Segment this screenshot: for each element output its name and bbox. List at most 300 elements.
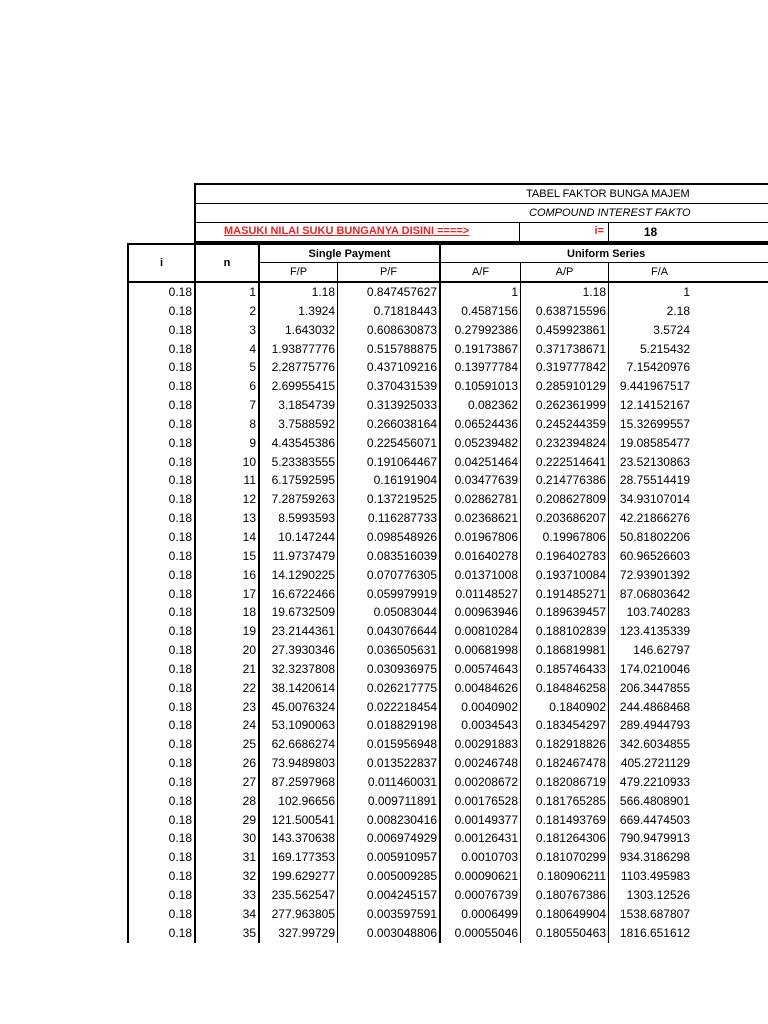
table-row: [127, 811, 768, 830]
cell-fp[interactable]: 1.93877776: [258, 340, 337, 359]
cell-fa[interactable]: 1: [608, 283, 692, 302]
cell-af[interactable]: 0.4587156: [439, 302, 520, 321]
cell-fp[interactable]: 23.2144361: [258, 622, 337, 641]
rate-label: i=: [594, 225, 604, 237]
cell-i[interactable]: 0.18: [127, 641, 194, 660]
cell-ap[interactable]: 0.184846258: [520, 679, 608, 698]
cell-fa[interactable]: 34.93107014: [608, 490, 692, 509]
cell-af[interactable]: 0.0010703: [439, 848, 520, 867]
cell-ap[interactable]: 0.193710084: [520, 566, 608, 585]
cell-i[interactable]: 0.18: [127, 547, 194, 566]
sub-header-fa-label: F/A: [651, 266, 669, 278]
cell-fp[interactable]: 327.99729: [258, 924, 337, 943]
cell-pf[interactable]: 0.71818443: [337, 302, 439, 321]
cell-fp[interactable]: 169.177353: [258, 848, 337, 867]
cell-i[interactable]: 0.18: [127, 811, 194, 830]
cell-fp[interactable]: 2.69955415: [258, 377, 337, 396]
cell-fp[interactable]: 143.370638: [258, 829, 337, 848]
cell-af[interactable]: 0.03477639: [439, 471, 520, 490]
cell-ap[interactable]: 0.188102839: [520, 622, 608, 641]
cell-ap[interactable]: 0.181070299: [520, 848, 608, 867]
cell-ap[interactable]: 0.214776386: [520, 471, 608, 490]
cell-af[interactable]: 0.00176528: [439, 792, 520, 811]
cell-fa[interactable]: 3.5724: [608, 321, 692, 340]
cell-ap[interactable]: 0.232394824: [520, 434, 608, 453]
cell-pf[interactable]: 0.006974929: [337, 829, 439, 848]
cell-af[interactable]: 0.19173867: [439, 340, 520, 359]
cell-pf[interactable]: 0.004245157: [337, 886, 439, 905]
cell-fa[interactable]: 1538.687807: [608, 905, 692, 924]
cell-pf[interactable]: 0.022218454: [337, 698, 439, 717]
cell-pf[interactable]: 0.036505631: [337, 641, 439, 660]
cell-i[interactable]: 0.18: [127, 773, 194, 792]
cell-i[interactable]: 0.18: [127, 660, 194, 679]
cell-ap[interactable]: 0.180767386: [520, 886, 608, 905]
cell-i[interactable]: 0.18: [127, 528, 194, 547]
cell-fa[interactable]: 146.62797: [608, 641, 692, 660]
table-row: [127, 698, 768, 717]
interest-rate-input[interactable]: [609, 223, 692, 241]
cell-af[interactable]: 0.0034543: [439, 716, 520, 735]
cell-af[interactable]: 0.00484626: [439, 679, 520, 698]
cell-fa[interactable]: 28.75514419: [608, 471, 692, 490]
cell-ap[interactable]: 0.245244359: [520, 415, 608, 434]
cell-ap[interactable]: 0.185746433: [520, 660, 608, 679]
cell-fa[interactable]: 87.06803642: [608, 585, 692, 604]
table-row: [127, 321, 768, 340]
cell-pf[interactable]: 0.515788875: [337, 340, 439, 359]
table-row: [127, 905, 768, 924]
cell-af[interactable]: 0.00055046: [439, 924, 520, 943]
cell-ap[interactable]: 0.191485271: [520, 585, 608, 604]
cell-ap[interactable]: 0.181765285: [520, 792, 608, 811]
sub-header-af-label: A/F: [471, 266, 490, 278]
cell-i[interactable]: 0.18: [127, 566, 194, 585]
group-header-single-payment-label: Single Payment: [308, 247, 391, 260]
cell-ap[interactable]: 0.285910129: [520, 377, 608, 396]
cell-n[interactable]: 28: [194, 792, 258, 811]
cell-fa[interactable]: 19.08585477: [608, 434, 692, 453]
cell-pf[interactable]: 0.059979919: [337, 585, 439, 604]
table-row: [127, 377, 768, 396]
cell-n[interactable]: 19: [194, 622, 258, 641]
cell-ap[interactable]: 0.203686207: [520, 509, 608, 528]
cell-fa[interactable]: 1303.12526: [608, 886, 692, 905]
cell-pf[interactable]: 0.16191904: [337, 471, 439, 490]
cell-pf[interactable]: 0.191064467: [337, 453, 439, 472]
cell-n[interactable]: 12: [194, 490, 258, 509]
cell-n[interactable]: 33: [194, 886, 258, 905]
sub-header-fa: [608, 263, 768, 283]
cell-af[interactable]: 0.00208672: [439, 773, 520, 792]
cell-af[interactable]: 0.00681998: [439, 641, 520, 660]
cell-n[interactable]: 35: [194, 924, 258, 943]
cell-n[interactable]: 32: [194, 867, 258, 886]
cell-ap[interactable]: 0.180906211: [520, 867, 608, 886]
table-row: [127, 585, 768, 604]
cell-pf[interactable]: 0.013522837: [337, 754, 439, 773]
cell-pf[interactable]: 0.847457627: [337, 283, 439, 302]
sub-header-ap-label: A/P: [555, 266, 574, 278]
sub-header-pf-label: P/F: [379, 266, 398, 278]
cell-i[interactable]: 0.18: [127, 603, 194, 622]
sub-header-fp-label: F/P: [289, 266, 308, 278]
table-row: [127, 302, 768, 321]
table-row: [127, 848, 768, 867]
group-header-uniform-series-label: Uniform Series: [567, 247, 646, 260]
cell-fp[interactable]: 11.9737479: [258, 547, 337, 566]
rate-input-row: [194, 223, 768, 243]
cell-ap[interactable]: 0.196402783: [520, 547, 608, 566]
input-instruction-cell: [196, 223, 520, 241]
table-row: [127, 358, 768, 377]
table-row: [127, 886, 768, 905]
cell-pf[interactable]: 0.030936975: [337, 660, 439, 679]
cell-ap[interactable]: 1.18: [520, 283, 608, 302]
cell-n[interactable]: 4: [194, 340, 258, 359]
cell-pf[interactable]: 0.083516039: [337, 547, 439, 566]
cell-fa[interactable]: 23.52130863: [608, 453, 692, 472]
cell-fp[interactable]: 16.6722466: [258, 585, 337, 604]
cell-n[interactable]: 1: [194, 283, 258, 302]
cell-i[interactable]: 0.18: [127, 735, 194, 754]
cell-i[interactable]: 0.18: [127, 283, 194, 302]
cell-fp[interactable]: 199.629277: [258, 867, 337, 886]
cell-i[interactable]: 0.18: [127, 585, 194, 604]
cell-n[interactable]: 9: [194, 434, 258, 453]
cell-fa[interactable]: 2.18: [608, 302, 692, 321]
cell-fa[interactable]: 289.4944793: [608, 716, 692, 735]
cell-i[interactable]: 0.18: [127, 905, 194, 924]
cell-pf[interactable]: 0.005009285: [337, 867, 439, 886]
table-row: [127, 396, 768, 415]
cell-n[interactable]: 17: [194, 585, 258, 604]
rate-label-cell: [520, 223, 609, 241]
cell-n[interactable]: 21: [194, 660, 258, 679]
table-row: [127, 471, 768, 490]
cell-af[interactable]: 0.0006499: [439, 905, 520, 924]
column-header-n: [194, 243, 258, 283]
table-row: [127, 773, 768, 792]
cell-ap[interactable]: 0.186819981: [520, 641, 608, 660]
cell-af[interactable]: 0.00574643: [439, 660, 520, 679]
cell-pf[interactable]: 0.098548926: [337, 528, 439, 547]
cell-n[interactable]: 31: [194, 848, 258, 867]
table-row: [127, 716, 768, 735]
cell-pf[interactable]: 0.003048806: [337, 924, 439, 943]
table-row: [127, 509, 768, 528]
cell-ap[interactable]: 0.182467478: [520, 754, 608, 773]
group-header-single-payment: [258, 243, 439, 263]
cell-n[interactable]: 8: [194, 415, 258, 434]
cell-af[interactable]: 0.01640278: [439, 547, 520, 566]
cell-fp[interactable]: 10.147244: [258, 528, 337, 547]
cell-ap[interactable]: 0.208627809: [520, 490, 608, 509]
cell-n[interactable]: 25: [194, 735, 258, 754]
cell-fp[interactable]: 1.18: [258, 283, 337, 302]
cell-pf[interactable]: 0.015956948: [337, 735, 439, 754]
cell-fp[interactable]: 3.1854739: [258, 396, 337, 415]
cell-af[interactable]: 0.00149377: [439, 811, 520, 830]
cell-i[interactable]: 0.18: [127, 867, 194, 886]
cell-fp[interactable]: 2.28775776: [258, 358, 337, 377]
cell-fa[interactable]: 60.96526603: [608, 547, 692, 566]
column-header-n-label: n: [223, 257, 231, 269]
cell-af[interactable]: 0.01148527: [439, 585, 520, 604]
cell-i[interactable]: 0.18: [127, 679, 194, 698]
cell-i[interactable]: 0.18: [127, 302, 194, 321]
cell-i[interactable]: 0.18: [127, 698, 194, 717]
cell-fa[interactable]: 15.32699557: [608, 415, 692, 434]
cell-fa[interactable]: 206.3447855: [608, 679, 692, 698]
cell-i[interactable]: 0.18: [127, 396, 194, 415]
cell-fp[interactable]: 1.643032: [258, 321, 337, 340]
cell-pf[interactable]: 0.009711891: [337, 792, 439, 811]
cell-af[interactable]: 0.082362: [439, 396, 520, 415]
cell-n[interactable]: 27: [194, 773, 258, 792]
input-instruction: MASUKI NILAI SUKU BUNGANYA DISINI ====>: [224, 225, 470, 237]
cell-ap[interactable]: 0.19967806: [520, 528, 608, 547]
table-row: [127, 528, 768, 547]
table-row: [127, 434, 768, 453]
cell-fp[interactable]: 32.3237808: [258, 660, 337, 679]
cell-fp[interactable]: 73.9489803: [258, 754, 337, 773]
cell-ap[interactable]: 0.371738671: [520, 340, 608, 359]
cell-n[interactable]: 29: [194, 811, 258, 830]
cell-n[interactable]: 26: [194, 754, 258, 773]
cell-i[interactable]: 0.18: [127, 490, 194, 509]
cell-fp[interactable]: 235.562547: [258, 886, 337, 905]
cell-ap[interactable]: 0.181493769: [520, 811, 608, 830]
cell-i[interactable]: 0.18: [127, 754, 194, 773]
cell-n[interactable]: 23: [194, 698, 258, 717]
cell-fp[interactable]: 87.2597968: [258, 773, 337, 792]
table-row: [127, 490, 768, 509]
cell-af[interactable]: 0.01371008: [439, 566, 520, 585]
cell-fp[interactable]: 1.3924: [258, 302, 337, 321]
table-title: TABEL FAKTOR BUNGA MAJEM: [526, 188, 690, 200]
cell-n[interactable]: 16: [194, 566, 258, 585]
cell-n[interactable]: 2: [194, 302, 258, 321]
cell-fa[interactable]: 50.81802206: [608, 528, 692, 547]
cell-n[interactable]: 7: [194, 396, 258, 415]
cell-i[interactable]: 0.18: [127, 792, 194, 811]
cell-fa[interactable]: 934.3186298: [608, 848, 692, 867]
cell-i[interactable]: 0.18: [127, 622, 194, 641]
cell-n[interactable]: 10: [194, 453, 258, 472]
table-row: [127, 283, 768, 302]
cell-pf[interactable]: 0.437109216: [337, 358, 439, 377]
cell-n[interactable]: 11: [194, 471, 258, 490]
cell-fa[interactable]: 1103.495983: [608, 867, 692, 886]
cell-fa[interactable]: 479.2210933: [608, 773, 692, 792]
cell-n[interactable]: 3: [194, 321, 258, 340]
subtitle-row: [194, 204, 768, 223]
table-row: [127, 829, 768, 848]
table-body: [127, 283, 768, 943]
group-header-uniform-series: [439, 243, 768, 263]
cell-fp[interactable]: 53.1090063: [258, 716, 337, 735]
cell-fp[interactable]: 277.963805: [258, 905, 337, 924]
cell-n[interactable]: 18: [194, 603, 258, 622]
cell-fa[interactable]: 174.0210046: [608, 660, 692, 679]
cell-pf[interactable]: 0.370431539: [337, 377, 439, 396]
cell-fp[interactable]: 27.3930346: [258, 641, 337, 660]
cell-af[interactable]: 1: [439, 283, 520, 302]
sub-header-af: [439, 263, 520, 283]
cell-ap[interactable]: 0.182086719: [520, 773, 608, 792]
table-row: [127, 867, 768, 886]
cell-i[interactable]: 0.18: [127, 509, 194, 528]
cell-pf[interactable]: 0.05083044: [337, 603, 439, 622]
table-row: [127, 660, 768, 679]
cell-af[interactable]: 0.13977784: [439, 358, 520, 377]
cell-fa[interactable]: 405.2721129: [608, 754, 692, 773]
cell-i[interactable]: 0.18: [127, 471, 194, 490]
column-header-i-label: i: [159, 257, 164, 269]
cell-fa[interactable]: 72.93901392: [608, 566, 692, 585]
cell-pf[interactable]: 0.003597591: [337, 905, 439, 924]
cell-n[interactable]: 24: [194, 716, 258, 735]
table-row: [127, 340, 768, 359]
cell-i[interactable]: 0.18: [127, 453, 194, 472]
cell-ap[interactable]: 0.180649904: [520, 905, 608, 924]
cell-pf[interactable]: 0.026217775: [337, 679, 439, 698]
cell-ap[interactable]: 0.262361999: [520, 396, 608, 415]
sub-header-ap: [520, 263, 608, 283]
cell-fp[interactable]: 5.23383555: [258, 453, 337, 472]
cell-i[interactable]: 0.18: [127, 415, 194, 434]
cell-af[interactable]: 0.00090621: [439, 867, 520, 886]
cell-af[interactable]: 0.00076739: [439, 886, 520, 905]
cell-ap[interactable]: 0.638715596: [520, 302, 608, 321]
table-row: [127, 566, 768, 585]
cell-pf[interactable]: 0.005910957: [337, 848, 439, 867]
cell-i[interactable]: 0.18: [127, 716, 194, 735]
cell-af[interactable]: 0.02862781: [439, 490, 520, 509]
cell-fp[interactable]: 6.17592595: [258, 471, 337, 490]
cell-fa[interactable]: 566.4808901: [608, 792, 692, 811]
cell-fp[interactable]: 102.96656: [258, 792, 337, 811]
cell-n[interactable]: 30: [194, 829, 258, 848]
cell-fp[interactable]: 14.1290225: [258, 566, 337, 585]
table-row: [127, 754, 768, 773]
cell-ap[interactable]: 0.1840902: [520, 698, 608, 717]
cell-fp[interactable]: 45.0076324: [258, 698, 337, 717]
cell-pf[interactable]: 0.008230416: [337, 811, 439, 830]
cell-fa[interactable]: 342.6034855: [608, 735, 692, 754]
cell-af[interactable]: 0.0040902: [439, 698, 520, 717]
title-row: [194, 183, 768, 204]
cell-fp[interactable]: 62.6686274: [258, 735, 337, 754]
cell-fp[interactable]: 8.5993593: [258, 509, 337, 528]
cell-pf[interactable]: 0.313925033: [337, 396, 439, 415]
cell-fa[interactable]: 7.15420976: [608, 358, 692, 377]
cell-pf[interactable]: 0.043076644: [337, 622, 439, 641]
cell-fa[interactable]: 9.441967517: [608, 377, 692, 396]
cell-i[interactable]: 0.18: [127, 377, 194, 396]
cell-ap[interactable]: 0.181264306: [520, 829, 608, 848]
cell-n[interactable]: 5: [194, 358, 258, 377]
cell-af[interactable]: 0.00126431: [439, 829, 520, 848]
cell-af[interactable]: 0.00246748: [439, 754, 520, 773]
cell-i[interactable]: 0.18: [127, 829, 194, 848]
cell-pf[interactable]: 0.070776305: [337, 566, 439, 585]
cell-n[interactable]: 15: [194, 547, 258, 566]
cell-fa[interactable]: 790.9479913: [608, 829, 692, 848]
cell-n[interactable]: 22: [194, 679, 258, 698]
cell-af[interactable]: 0.01967806: [439, 528, 520, 547]
cell-n[interactable]: 34: [194, 905, 258, 924]
cell-fp[interactable]: 4.43545386: [258, 434, 337, 453]
cell-i[interactable]: 0.18: [127, 924, 194, 943]
cell-fa[interactable]: 103.740283: [608, 603, 692, 622]
cell-ap[interactable]: 0.182918826: [520, 735, 608, 754]
cell-i[interactable]: 0.18: [127, 886, 194, 905]
sub-header-pf: [337, 263, 439, 283]
cell-ap[interactable]: 0.222514641: [520, 453, 608, 472]
cell-ap[interactable]: 0.319777842: [520, 358, 608, 377]
cell-fa[interactable]: 42.21866276: [608, 509, 692, 528]
cell-af[interactable]: 0.05239482: [439, 434, 520, 453]
cell-fa[interactable]: 123.4135339: [608, 622, 692, 641]
cell-n[interactable]: 13: [194, 509, 258, 528]
cell-ap[interactable]: 0.189639457: [520, 603, 608, 622]
cell-pf[interactable]: 0.225456071: [337, 434, 439, 453]
cell-ap[interactable]: 0.180550463: [520, 924, 608, 943]
cell-pf[interactable]: 0.018829198: [337, 716, 439, 735]
cell-af[interactable]: 0.27992386: [439, 321, 520, 340]
cell-i[interactable]: 0.18: [127, 321, 194, 340]
table-subtitle: COMPOUND INTEREST FAKTO: [529, 207, 691, 219]
cell-i[interactable]: 0.18: [127, 434, 194, 453]
cell-fp[interactable]: 38.1420614: [258, 679, 337, 698]
cell-fa[interactable]: 5.215432: [608, 340, 692, 359]
cell-af[interactable]: 0.00291883: [439, 735, 520, 754]
cell-ap[interactable]: 0.459923861: [520, 321, 608, 340]
table-row: [127, 735, 768, 754]
table-row: [127, 453, 768, 472]
cell-fa[interactable]: 244.4868468: [608, 698, 692, 717]
cell-n[interactable]: 14: [194, 528, 258, 547]
cell-af[interactable]: 0.00810284: [439, 622, 520, 641]
cell-af[interactable]: 0.02368621: [439, 509, 520, 528]
cell-i[interactable]: 0.18: [127, 358, 194, 377]
cell-af[interactable]: 0.00963946: [439, 603, 520, 622]
cell-pf[interactable]: 0.011460031: [337, 773, 439, 792]
cell-af[interactable]: 0.10591013: [439, 377, 520, 396]
cell-fa[interactable]: 12.14152167: [608, 396, 692, 415]
cell-fp[interactable]: 121.500541: [258, 811, 337, 830]
cell-i[interactable]: 0.18: [127, 848, 194, 867]
cell-i[interactable]: 0.18: [127, 340, 194, 359]
cell-af[interactable]: 0.04251464: [439, 453, 520, 472]
cell-pf[interactable]: 0.116287733: [337, 509, 439, 528]
cell-af[interactable]: 0.06524436: [439, 415, 520, 434]
cell-pf[interactable]: 0.266038164: [337, 415, 439, 434]
cell-ap[interactable]: 0.183454297: [520, 716, 608, 735]
cell-fa[interactable]: 1816.651612: [608, 924, 692, 943]
cell-fa[interactable]: 669.4474503: [608, 811, 692, 830]
cell-fp[interactable]: 19.6732509: [258, 603, 337, 622]
table-row: [127, 924, 768, 943]
cell-pf[interactable]: 0.137219525: [337, 490, 439, 509]
cell-n[interactable]: 20: [194, 641, 258, 660]
cell-n[interactable]: 6: [194, 377, 258, 396]
cell-fp[interactable]: 3.7588592: [258, 415, 337, 434]
cell-pf[interactable]: 0.608630873: [337, 321, 439, 340]
cell-fp[interactable]: 7.28759263: [258, 490, 337, 509]
